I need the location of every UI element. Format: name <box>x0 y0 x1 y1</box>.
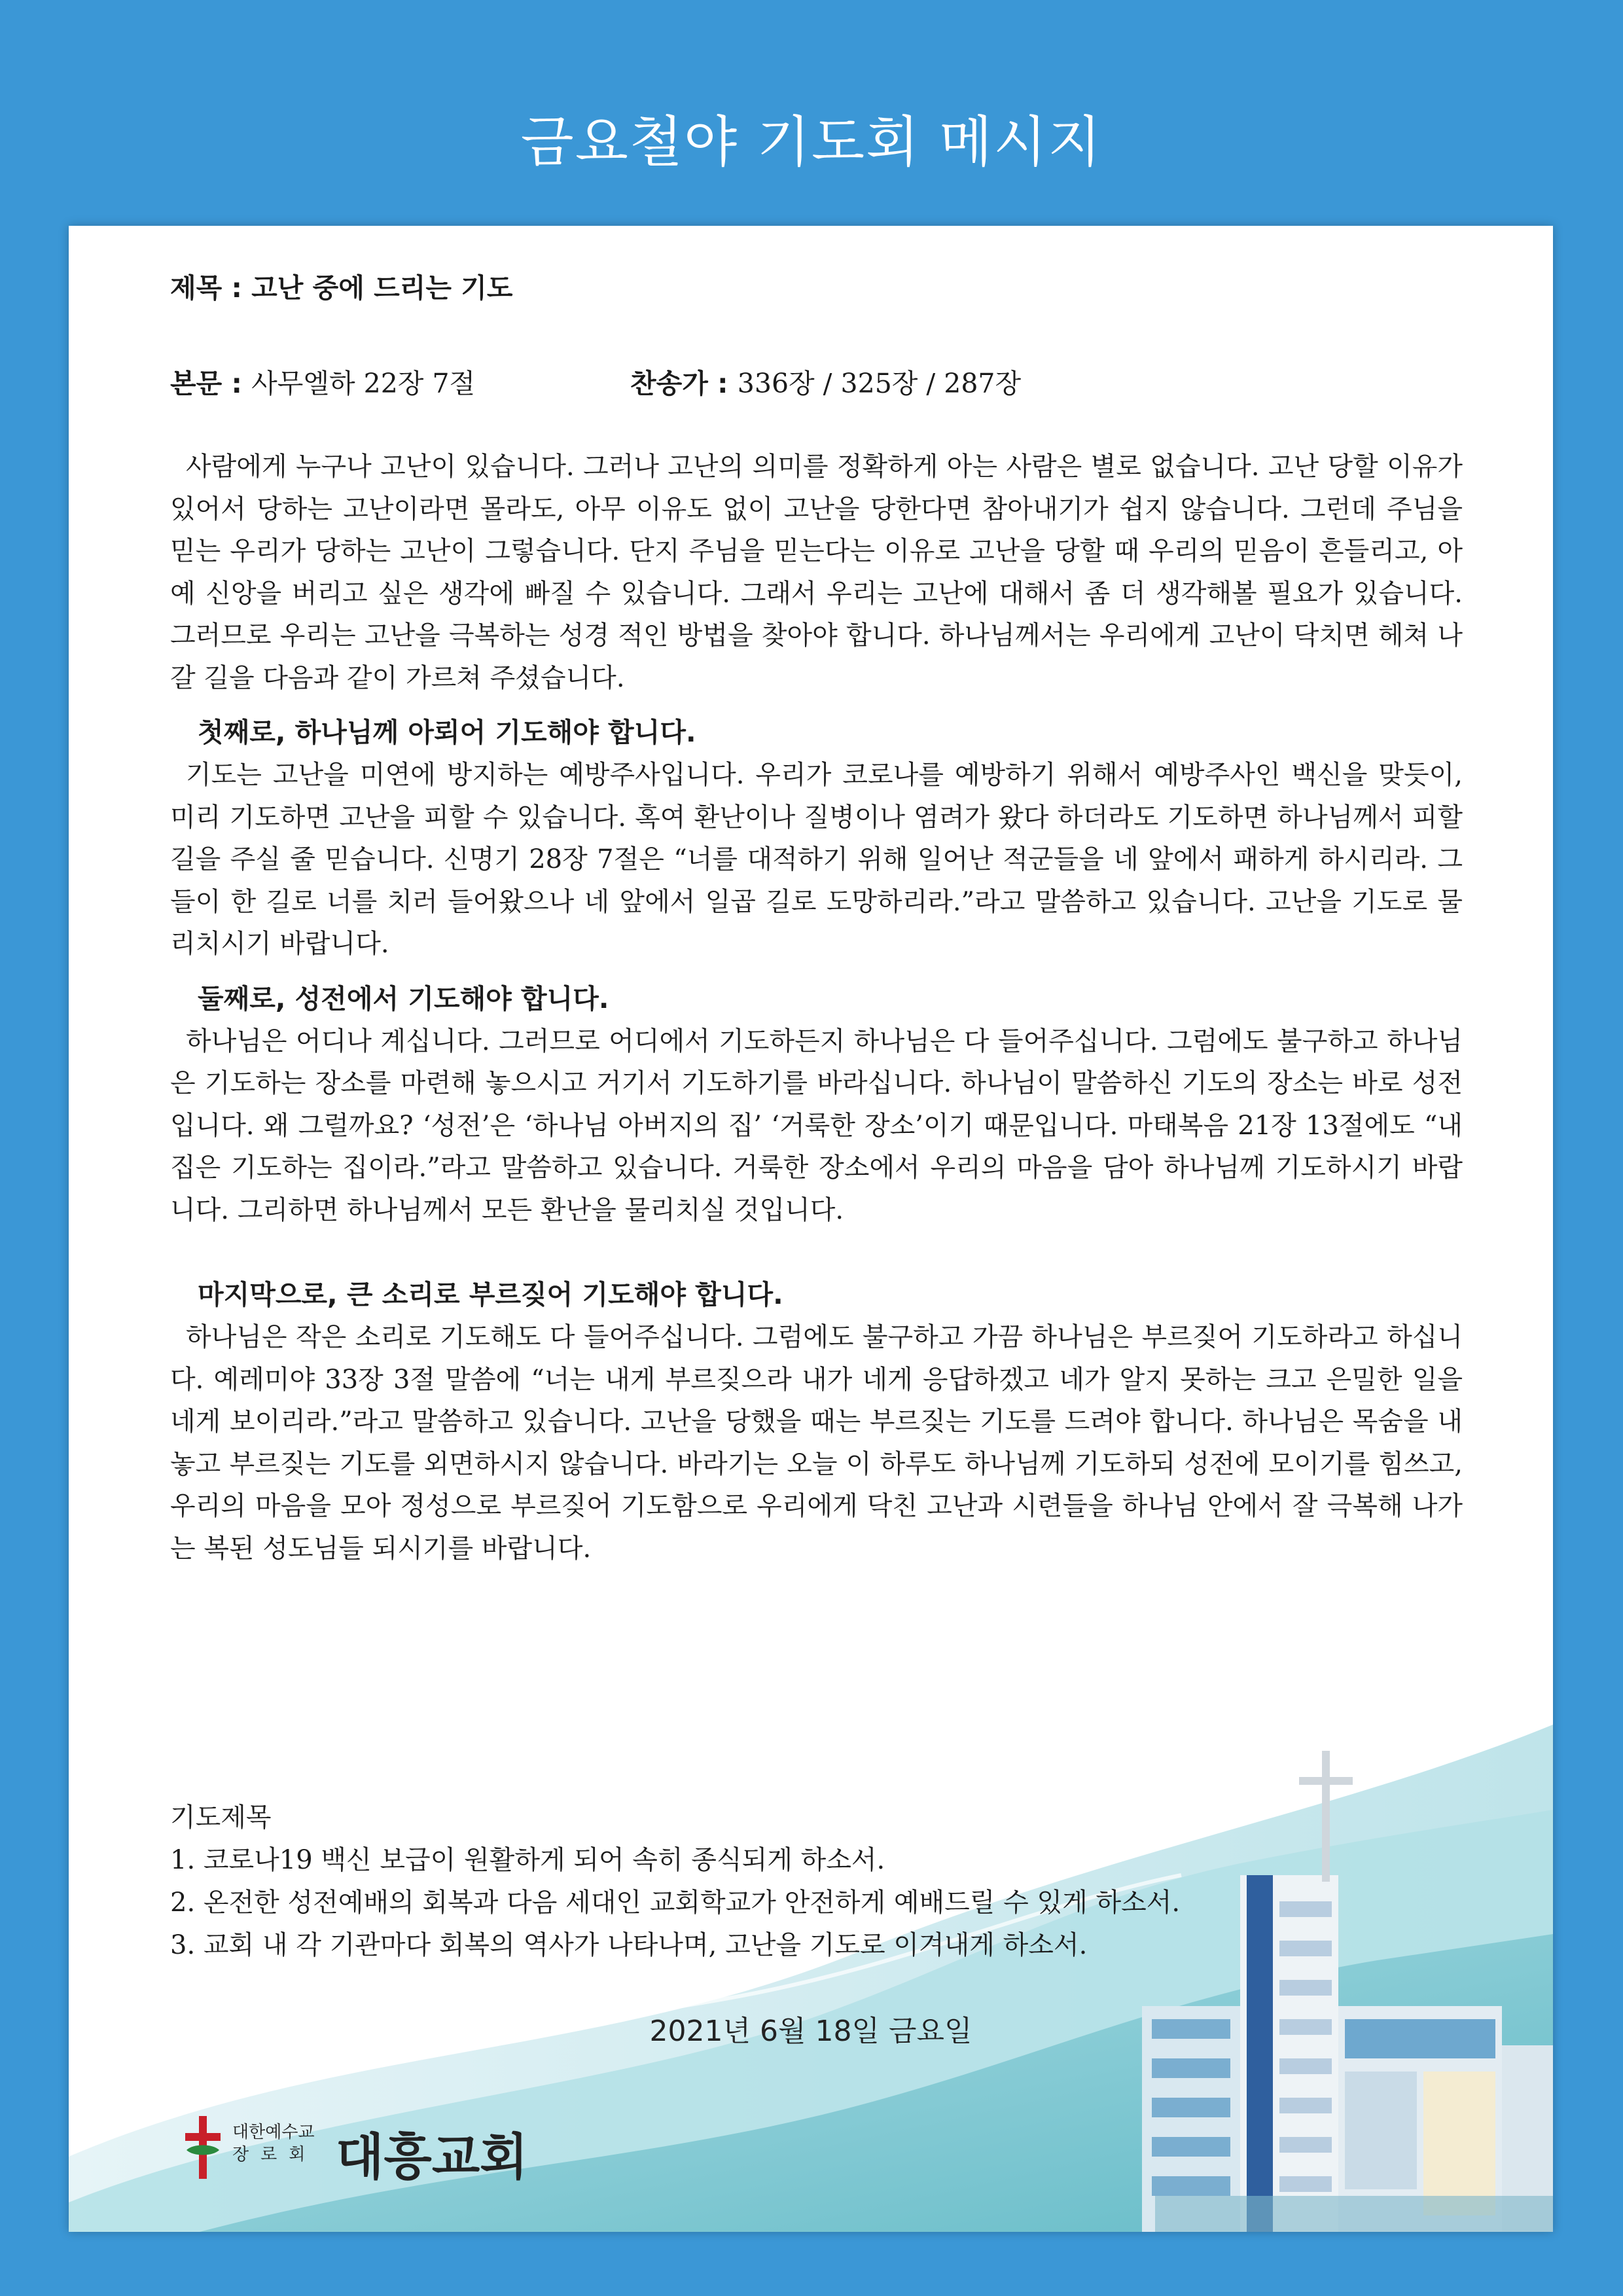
section-body-2: 하나님은 어디나 계십니다. 그러므로 어디에서 기도하든지 하나님은 다 들어주십니다. 그럼에도 불구하고 하나님은 기도하는 장소를 마련해 놓으시고 거기서 기도하기를 바라십니다. 하나님이 말씀하신 기도의 장소는 바로 성전입니다. 왜 그럴까요? ‘성전’은 ‘하나님 아버지의 집’ ‘거룩한 장소’이기 때문입니다. 마태복음 21장 13절에도 “내 집은 기도하는 집이라.”라고 말씀하고 있습니다. 거룩한 장소에서 우리의 마음을 담아 하나님께 기도하시기 바랍니다. 그리하면 하나님께서 모든 환난을 물리치실 것입니다. <box>170 1026 1463 1225</box>
intro-paragraph: 사람에게 누구나 고난이 있습니다. 그러나 고난의 의미를 정확하게 아는 사람은 별로 없습니다. 고난 당할 이유가 있어서 당하는 고난이라면 몰라도, 아무 이유도 없이 고난을 당한다면 참아내기가 쉽지 않습니다. 그런데 주님을 믿는 우리가 당하는 고난이 그렇습니다. 단지 주님을 믿는다는 이유로 고난을 당할 때 우리의 믿음이 흔들리고, 아예 신앙을 버리고 싶은 생각에 빠질 수 있습니다. 그래서 우리는 고난에 대해서 좀 더 생각해볼 필요가 있습니다. 그러므로 우리는 고난을 극복하는 성경 적인 방법을 찾아야 합니다. 하나님께서는 우리에게 고난이 닥치면 헤쳐 나갈 길을 다음과 같이 가르쳐 주셨습니다. <box>170 452 1463 693</box>
subject-line <box>170 266 512 305</box>
date-text: 2021년 6월 18일 금요일 <box>649 2015 972 2048</box>
section-body-3: 하나님은 작은 소리로 기도해도 다 들어주십니다. 그럼에도 불구하고 가끔 하나님은 부르짖어 기도하라고 하십니다. 예레미야 33장 3절 말씀에 “너는 내게 부르짖으라 내가 네게 응답하겠고 네가 알지 못하는 크고 은밀한 일을 네게 보이리라.”라고 말씀하고 있습니다. 고난을 당했을 때는 부르짖는 기도를 드려야 합니다. 하나님은 목숨을 내놓고 부르짖는 기도를 외면하시지 않습니다. 바라기는 오늘 이 하루도 하나님께 기도하되 성전에 모이기를 힘쓰고, 우리의 마음을 모아 정성으로 부르짖어 기도함으로 우리에게 닥친 고난과 시련들을 하나님 안에서 잘 극복해 나가는 복된 성도님들 되시기를 바랍니다. <box>170 1322 1463 1564</box>
section-heading-3: 마지막으로, 큰 소리로 부르짖어 기도해야 합니다. <box>198 1279 783 1310</box>
subject-label: 제목 : <box>170 272 242 304</box>
prayer-topics <box>170 1797 1400 1967</box>
logo-church-name: 대흥교회 <box>336 2128 528 2186</box>
section-body-1: 기도는 고난을 미연에 방지하는 예방주사입니다. 우리가 코로나를 예방하기 위해서 예방주사인 백신을 맞듯이, 미리 기도하면 고난을 피할 수 있습니다. 혹여 환난이나 질병이나 염려가 왔다 하더라도 기도하면 하나님께서 피할 길을 주실 줄 믿습니다. 신명기 28장 7절은 “너를 대적하기 위해 일어난 적군들을 네 앞에서 패하게 하시리라. 그들이 한 길로 너를 치러 들어왔으나 네 앞에서 일곱 길로 도망하리라.”라고 말씀하고 있습니다. 고난을 기도로 물리치시기 바랍니다. <box>170 760 1463 959</box>
section-heading-2: 둘째로, 성전에서 기도해야 합니다. <box>198 982 609 1014</box>
hymn-label: 찬송가 : <box>630 368 728 399</box>
hymn-line <box>630 362 1021 401</box>
page-title: 금요철야 기도회 메시지 <box>520 110 1103 174</box>
scripture-label: 본문 : <box>170 368 242 399</box>
scripture-line <box>170 362 475 401</box>
section-heading-1: 첫째로, 하나님께 아뢰어 기도해야 합니다. <box>198 717 696 748</box>
logo-denomination-line2: 장로회 <box>232 2145 317 2164</box>
hymn-value: 336장 / 325장 / 287장 <box>737 368 1022 399</box>
message-card <box>69 226 1553 2232</box>
cross-icon <box>180 2111 226 2183</box>
scripture-value: 사무엘하 22장 7절 <box>251 368 476 399</box>
subject-value: 고난 중에 드리는 기도 <box>251 272 513 304</box>
prayer-item: 3. 교회 내 각 기관마다 회복의 역사가 나타나며, 고난을 기도로 이겨내게 하소서. <box>170 1930 1088 1960</box>
logo-denomination <box>232 2121 324 2166</box>
prayer-item: 2. 온전한 성전예배의 회복과 다음 세대인 교회학교가 안전하게 예배드릴 수 있게 하소서. <box>170 1888 1181 1918</box>
logo-denomination-line1: 대한예수교 <box>232 2123 315 2142</box>
message-body <box>170 446 1463 1570</box>
prayer-heading: 기도제목 <box>170 1803 272 1833</box>
prayer-item: 1. 코로나19 백신 보급이 원활하게 되어 속히 종식되게 하소서. <box>170 1845 885 1875</box>
